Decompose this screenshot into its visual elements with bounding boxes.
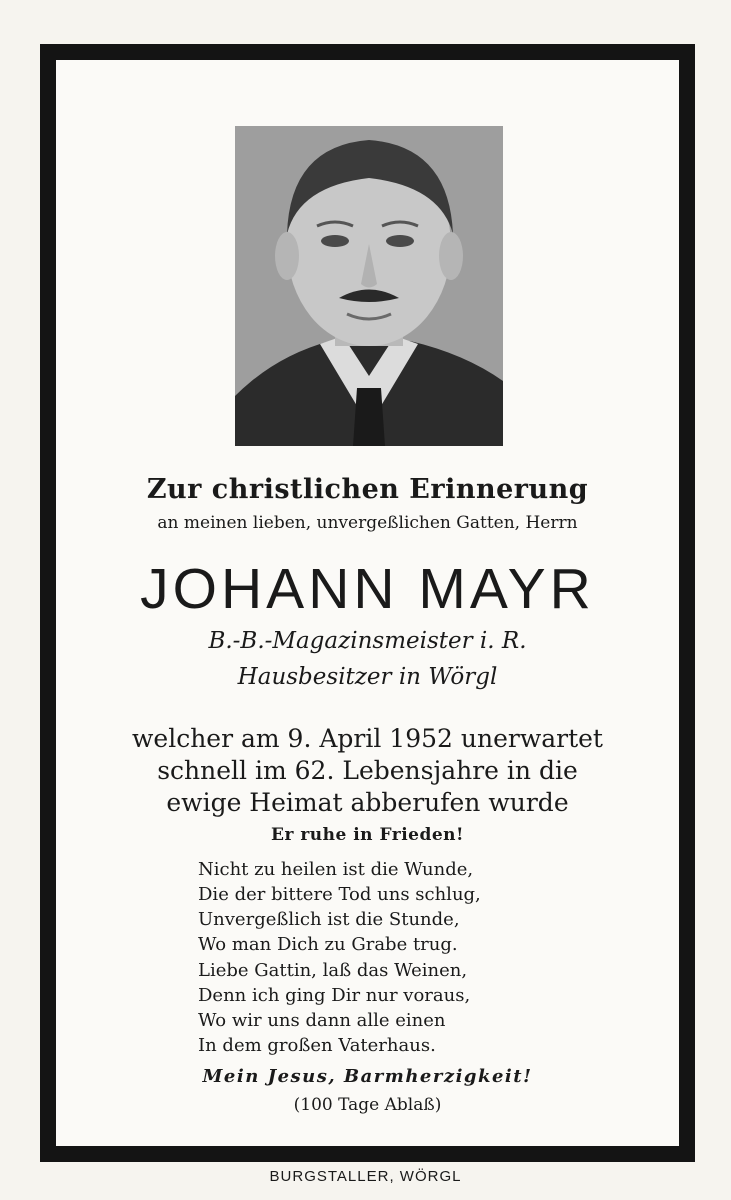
indulgence-note: (100 Tage Ablaß): [293, 1095, 442, 1115]
prayer-line: Mein Jesus, Barmherzigkeit!: [202, 1066, 533, 1087]
occupation-line: B.-B.-Magazinsmeister i. R.: [208, 628, 527, 654]
verse-line: In dem großen Vaterhaus.: [198, 1035, 436, 1056]
verse-line: Nicht zu heilen ist die Wunde,: [198, 859, 474, 880]
residence-line: Hausbesitzer in Wörgl: [237, 664, 498, 690]
verse-stanza-2: [198, 958, 558, 1058]
verse-line: Wo wir uns dann alle einen: [198, 1010, 446, 1031]
subheading: an meinen lieben, unvergeßlichen Gatten, Herrn: [157, 513, 578, 533]
rest-in-peace: Er ruhe in Frieden!: [270, 825, 464, 845]
printer-imprint: BURGSTALLER, WÖRGL: [269, 1168, 462, 1185]
verse-stanza-1: [198, 857, 558, 957]
paragraph-line: ewige Heimat abberufen wurde: [166, 788, 569, 817]
verse-line: Denn ich ging Dir nur voraus,: [198, 985, 471, 1006]
heading: Zur christlichen Erinnerung: [146, 474, 589, 505]
verse-line: Die der bittere Tod uns schlug,: [198, 884, 481, 905]
verse-line: Unvergeßlich ist die Stunde,: [198, 909, 460, 930]
portrait-photo: [235, 126, 503, 446]
deceased-name: JOHANN MAYR: [140, 557, 595, 621]
paragraph-line: welcher am 9. April 1952 unerwartet: [132, 724, 603, 753]
verse-line: Liebe Gattin, laß das Weinen,: [198, 960, 468, 981]
paragraph-line: schnell im 62. Lebensjahre in die: [157, 756, 578, 785]
death-notice-paragraph: [56, 723, 679, 819]
verse-line: Wo man Dich zu Grabe trug.: [198, 934, 458, 955]
